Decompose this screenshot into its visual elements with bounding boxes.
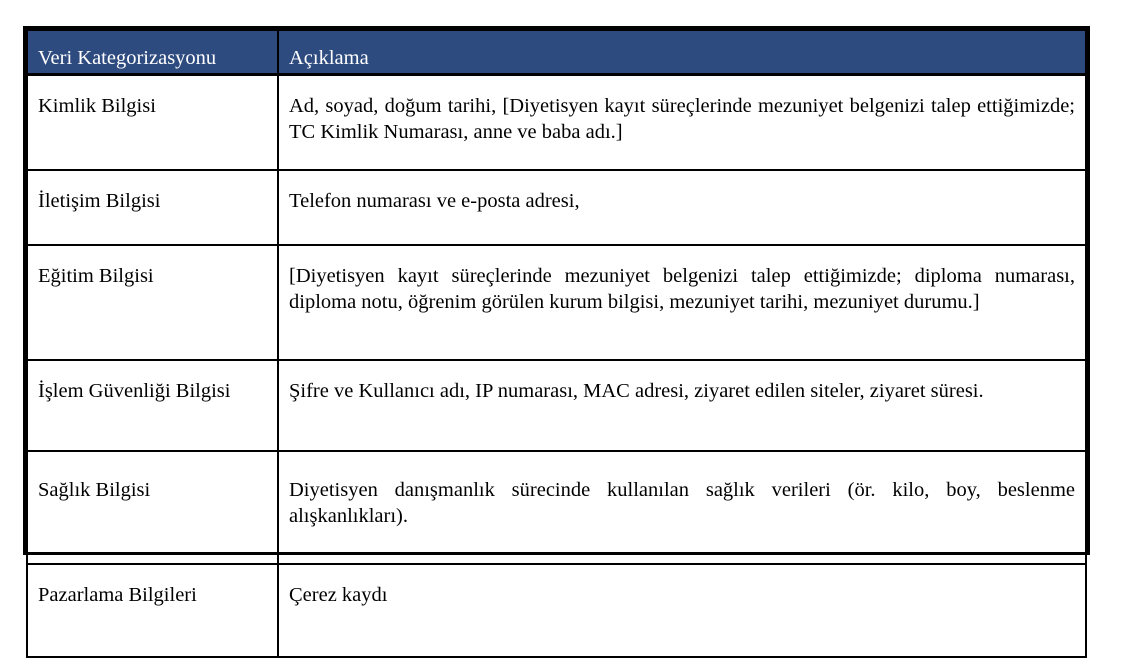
data-category-table-container (23, 26, 1090, 606)
row-category-cell: Kimlik Bilgisi (27, 75, 278, 171)
row-category-cell: Pazarlama Bilgileri (27, 564, 278, 657)
row-category-cell: İletişim Bilgisi (27, 170, 278, 245)
row-description-cell: [Diyetisyen kayıt süreçlerinde mezuniyet belgenizi talep ettiğimizde; diploma numarası, diploma notu, öğrenim görülen kurum bilgisi, mezuniyet tarihi, mezuniyet durumu.] (278, 245, 1086, 360)
row-category-cell: Sağlık Bilgisi (27, 451, 278, 564)
data-category-table (26, 29, 1087, 658)
table-row (27, 245, 1086, 360)
table-row (27, 75, 1086, 171)
row-category-cell: Eğitim Bilgisi (27, 245, 278, 360)
row-description-cell: Telefon numarası ve e-posta adresi, (278, 170, 1086, 245)
table-row (27, 564, 1086, 657)
row-description-cell: Çerez kaydı (278, 564, 1086, 657)
table-row (27, 170, 1086, 245)
table-row (27, 451, 1086, 564)
row-description-cell: Ad, soyad, doğum tarihi, [Diyetisyen kayıt süreçlerinde mezuniyet belgenizi talep ettiğimizde; TC Kimlik Numarası, anne ve baba adı.] (278, 75, 1086, 171)
table-row (27, 360, 1086, 451)
header-description: Açıklama (278, 30, 1086, 75)
table-header-row (27, 30, 1086, 75)
row-description-cell: Şifre ve Kullanıcı adı, IP numarası, MAC adresi, ziyaret edilen siteler, ziyaret süresi. (278, 360, 1086, 451)
header-category: Veri Kategorizasyonu (27, 30, 278, 75)
row-category-cell: İşlem Güvenliği Bilgisi (27, 360, 278, 451)
row-description-cell: Diyetisyen danışmanlık sürecinde kullanılan sağlık verileri (ör. kilo, boy, beslenme alışkanlıkları). (278, 451, 1086, 564)
